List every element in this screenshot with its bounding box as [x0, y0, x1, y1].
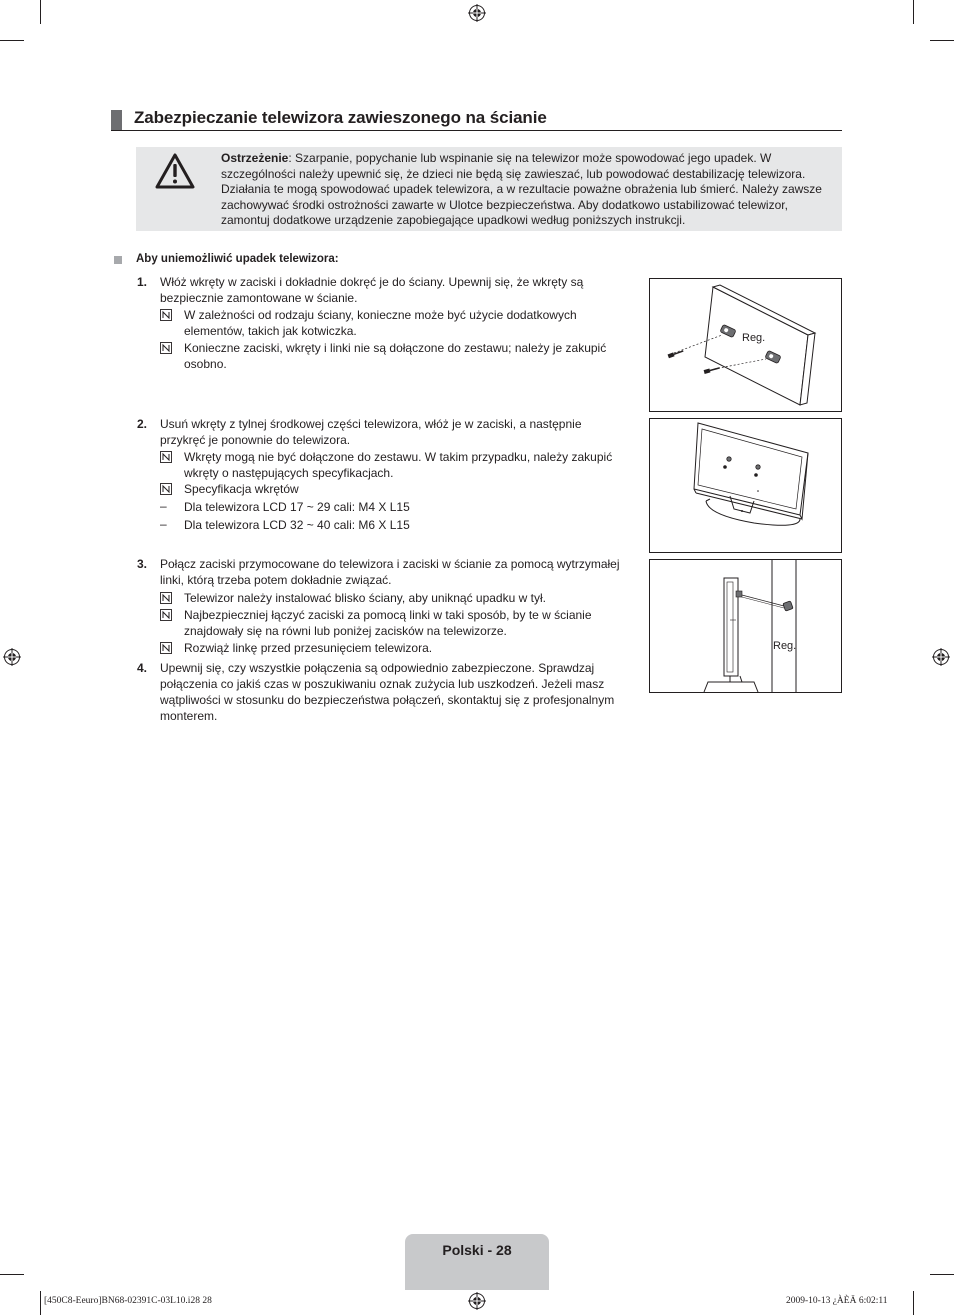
step-line: Połącz zaciski przymocowane do telewizora i zaciski w ścianie za pomocą wytrzymałej	[160, 557, 620, 571]
step-line: monterem.	[160, 709, 218, 723]
note-icon	[160, 483, 172, 495]
crop-mark	[913, 0, 914, 24]
registration-mark-icon	[468, 4, 486, 22]
note-icon	[160, 642, 172, 654]
note-icon	[160, 609, 172, 621]
warning-text	[221, 151, 835, 229]
note-line: Konieczne zaciski, wkręty i linki nie są dołączone do zestawu; należy je zakupić	[184, 341, 607, 355]
note-text	[184, 449, 612, 481]
note-line: Wkręty mogą nie być dołączone do zestawu. W takim przypadku, należy zakupić	[184, 450, 613, 464]
tv-back-illustration	[650, 419, 841, 552]
crop-mark	[0, 1274, 24, 1275]
step-text	[160, 556, 620, 588]
note-text: Rozwiąż linkę przed przesunięciem telewizora.	[184, 641, 433, 655]
section-heading: Aby uniemożliwić upadek telewizora:	[136, 253, 339, 265]
warning-triangle-icon	[155, 153, 195, 189]
print-info-right: 2009-10-13 ¿ÀÈÄ 6:02:11	[786, 1296, 888, 1306]
step-line: wątpliwości w stosunku do bezpieczeństwa połączeń, skontaktuj się z profesjonalnym	[160, 693, 615, 707]
note-icon	[160, 451, 172, 463]
note-line: W zależności od rodzaju ściany, konieczne może być użycie dodatkowych	[184, 308, 577, 322]
note-line: znajdowały się na równi lub poniżej zacisków na telewizorze.	[184, 624, 507, 638]
step-text	[160, 416, 582, 448]
note-icon	[160, 592, 172, 604]
note-text	[184, 340, 606, 372]
figure-tv-back	[649, 418, 842, 553]
crop-mark	[0, 40, 24, 41]
step-line: bezpiecznie zamontowane w ścianie.	[160, 291, 358, 305]
tv-side-illustration	[650, 560, 841, 692]
crop-mark	[930, 40, 954, 41]
dash-bullet: –	[160, 499, 167, 513]
title-marker	[111, 110, 122, 130]
step-line: Upewnij się, czy wszystkie połączenia są odpowiednio zabezpieczone. Sprawdzaj	[160, 661, 595, 675]
step-line: linki, którą trzeba potem dokładnie związać.	[160, 573, 392, 587]
step-number: 4.	[137, 661, 148, 675]
note-text: Telewizor należy instalować blisko ściany, aby uniknąć upadku w tył.	[184, 591, 546, 605]
crop-mark	[40, 1291, 41, 1315]
spec-item: Dla telewizora LCD 32 ~ 40 cali: M6 X L15	[184, 518, 410, 532]
note-text	[184, 307, 577, 339]
figure-wall-clamps	[649, 278, 842, 412]
figure-label: Reg.	[773, 640, 797, 652]
figure-label: Reg.	[742, 332, 766, 344]
note-line: wkręty o następujących specyfikacjach.	[184, 466, 394, 480]
dash-bullet: –	[160, 517, 167, 531]
crop-mark	[913, 1291, 914, 1315]
step-text	[160, 274, 583, 306]
section-bullet	[114, 256, 122, 264]
note-icon	[160, 342, 172, 354]
step-text	[160, 660, 614, 724]
spec-item: Dla telewizora LCD 17 ~ 29 cali: M4 X L15	[184, 500, 410, 514]
note-text	[184, 607, 592, 639]
step-number: 2.	[137, 417, 148, 431]
registration-mark-icon	[468, 1292, 486, 1310]
warning-label: Ostrzeżenie	[221, 151, 289, 165]
registration-mark-icon	[3, 648, 21, 666]
step-line: przykręć je ponownie do telewizora.	[160, 433, 351, 447]
figure-tv-side	[649, 559, 842, 693]
step-line: Włóż wkręty w zaciski i dokładnie dokręć je do ściany. Upewnij się, że wkręty są	[160, 275, 584, 289]
note-text: Specyfikacja wkrętów	[184, 482, 299, 496]
wall-illustration	[650, 279, 841, 411]
title-divider	[111, 130, 842, 131]
note-line: osobno.	[184, 357, 227, 371]
warning-body: : Szarpanie, popychanie lub wspinanie się na telewizor może spowodować jego upadek. W szczególności należy upewnić się, że dzieci nie będą się zawieszać, lub powodować destabilizację telewizora. Działania te mogą spowodować upadek telewizora, a w rezultacie poważne obrażenia lub śmierć. Należy zawsze zachowywać środki ostrożności zawarte w Ulotce bezpieczeństwa. Aby dodatkowo ustabilizować telewizor, zamontuj dodatkowe urządzenie zapobiegające upadkowi według poniższych instrukcji.	[221, 151, 822, 228]
note-icon	[160, 309, 172, 321]
page-number: Polski - 28	[442, 1242, 512, 1258]
step-number: 1.	[137, 275, 148, 289]
step-line: Usuń wkręty z tylnej środkowej części telewizora, włóż je w zaciski, a następnie	[160, 417, 582, 431]
step-number: 3.	[137, 557, 148, 571]
print-info-left: [450C8-Eeuro]BN68-02391C-03L10.i28 28	[44, 1296, 212, 1306]
registration-mark-icon	[932, 648, 950, 666]
crop-mark	[930, 1274, 954, 1275]
note-line: elementów, takich jak kotwiczka.	[184, 324, 357, 338]
step-line: połączenia co jakiś czas w poszukiwaniu oznak zużycia lub uszkodzeń. Jeżeli masz	[160, 677, 605, 691]
crop-mark	[40, 0, 41, 24]
note-line: Najbezpieczniej łączyć zaciski za pomocą linki w taki sposób, by te w ścianie	[184, 608, 592, 622]
page-title: Zabezpieczanie telewizora zawieszonego na ścianie	[134, 108, 547, 127]
